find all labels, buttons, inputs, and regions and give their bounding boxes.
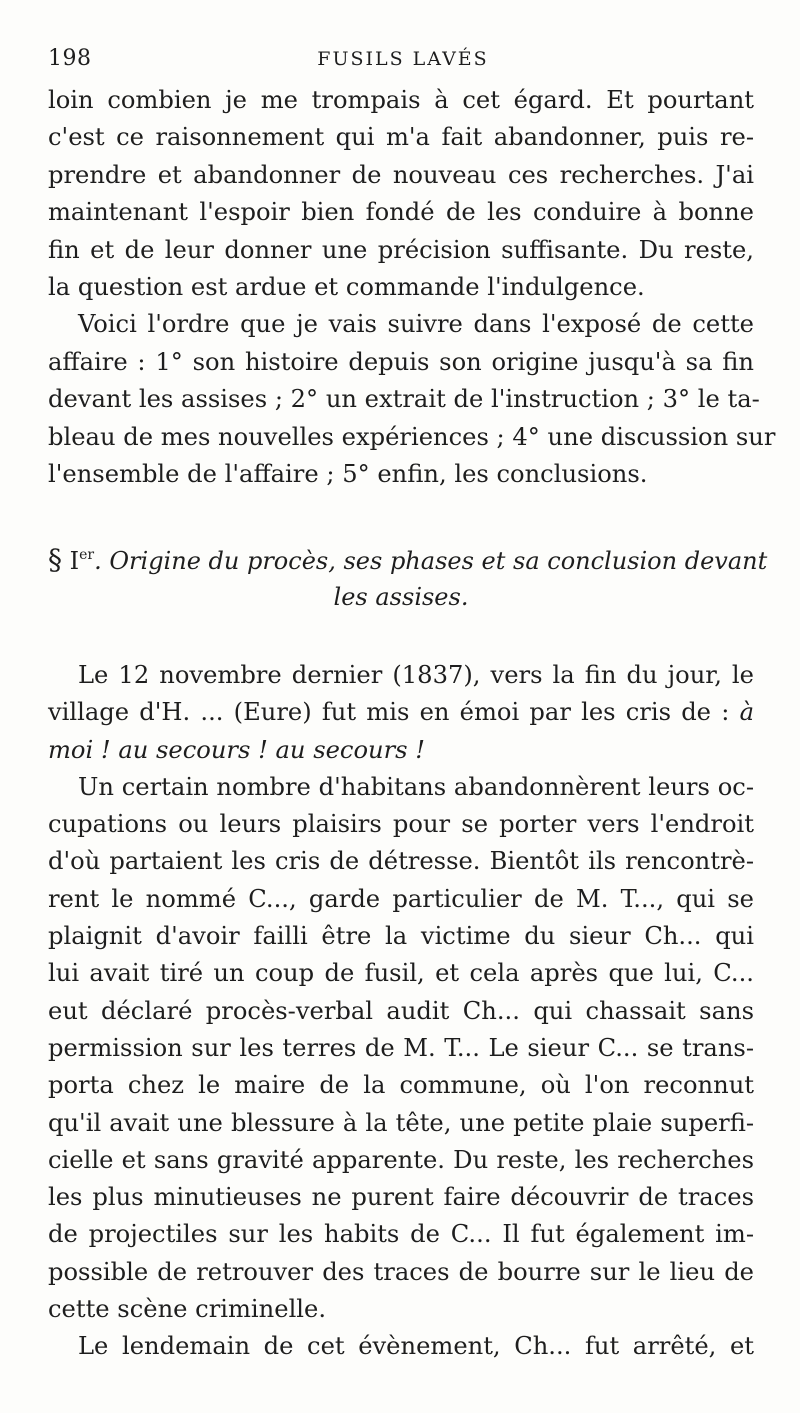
text-line: de projectiles sur les habits de C... Il fut également im- — [48, 1220, 754, 1249]
text-line-italic: à — [739, 698, 754, 727]
running-head: FUSILS LAVÉS — [317, 48, 489, 70]
text-line: Le lendemain de cet évènement, Ch... fut arrêté, et — [78, 1332, 754, 1361]
section-number-superscript: er — [79, 547, 95, 563]
text-line: affaire : 1° son histoire depuis son origine jusqu'à sa fin — [48, 347, 754, 376]
text-line — [48, 694, 754, 731]
text-line: cette scène criminelle. — [48, 1295, 327, 1324]
text-line: fin et de leur donner une précision suffisante. Du reste, — [48, 235, 754, 264]
text-line: plaignit d'avoir failli être la victime du sieur Ch... qui — [48, 922, 754, 951]
section-title-line2: les assises. — [333, 583, 469, 612]
text-line: prendre et abandonner de nouveau ces recherches. J'ai — [48, 160, 754, 189]
text-line: c'est ce raisonnement qui m'a fait abandonner, puis re- — [48, 123, 754, 152]
text-line: les plus minutieuses ne purent faire découvrir de traces — [48, 1183, 754, 1212]
text-line: cupations ou leurs plaisirs pour se porter vers l'endroit — [48, 810, 754, 839]
text-line: Voici l'ordre que je vais suivre dans l'exposé de cette — [78, 310, 754, 339]
page-number: 198 — [48, 46, 92, 71]
section-mark: § — [48, 543, 62, 576]
text-line: moi ! au secours ! au secours ! — [48, 735, 425, 764]
text-line: qu'il avait une blessure à la tête, une petite plaie superfi- — [48, 1108, 754, 1137]
text-line: devant les assises ; 2° un extrait de l'instruction ; 3° le ta- — [48, 385, 760, 414]
text-line: maintenant l'espoir bien fondé de les conduire à bonne — [48, 198, 754, 227]
text-line: d'où partaient les cris de détresse. Bientôt ils rencontrè- — [48, 847, 754, 876]
text-line: la question est ardue et commande l'indulgence. — [48, 272, 645, 301]
text-line: l'ensemble de l'affaire ; 5° enfin, les conclusions. — [48, 459, 648, 488]
text-line: bleau de mes nouvelles expériences ; 4° une discussion sur — [48, 422, 776, 451]
text-line: cielle et sans gravité apparente. Du reste, les recherches — [48, 1145, 754, 1174]
page-header — [48, 40, 758, 80]
text-block-bottom — [48, 657, 754, 1366]
text-line: lui avait tiré un coup de fusil, et cela après que lui, C... — [48, 959, 754, 988]
text-line: eut déclaré procès-verbal audit Ch... qui chassait sans — [48, 996, 754, 1025]
text-block-top — [48, 82, 776, 493]
section-heading-line — [48, 541, 768, 578]
text-line: Un certain nombre d'habitans abandonnèrent leurs oc- — [78, 772, 754, 801]
section-heading — [48, 541, 768, 616]
text-line: porta chez le maire de la commune, où l'on reconnut — [48, 1071, 754, 1100]
text-line: permission sur les terres de M. T... Le sieur C... se trans- — [48, 1033, 754, 1062]
text-line-upright: village d'H. ... (Eure) fut mis en émoi par les cris de : — [48, 698, 730, 727]
text-line: loin combien je me trompais à cet égard. Et pourtant — [48, 86, 754, 114]
section-number: I — [69, 547, 80, 575]
text-line: rent le nommé C..., garde particulier de M. T..., qui se — [48, 884, 754, 913]
section-title-line1: . Origine du procès, ses phases et sa conclusion devant — [94, 547, 768, 575]
text-line: Le 12 novembre dernier (1837), vers la fin du jour, le — [78, 661, 754, 689]
text-line: possible de retrouver des traces de bourre sur le lieu de — [48, 1257, 754, 1286]
